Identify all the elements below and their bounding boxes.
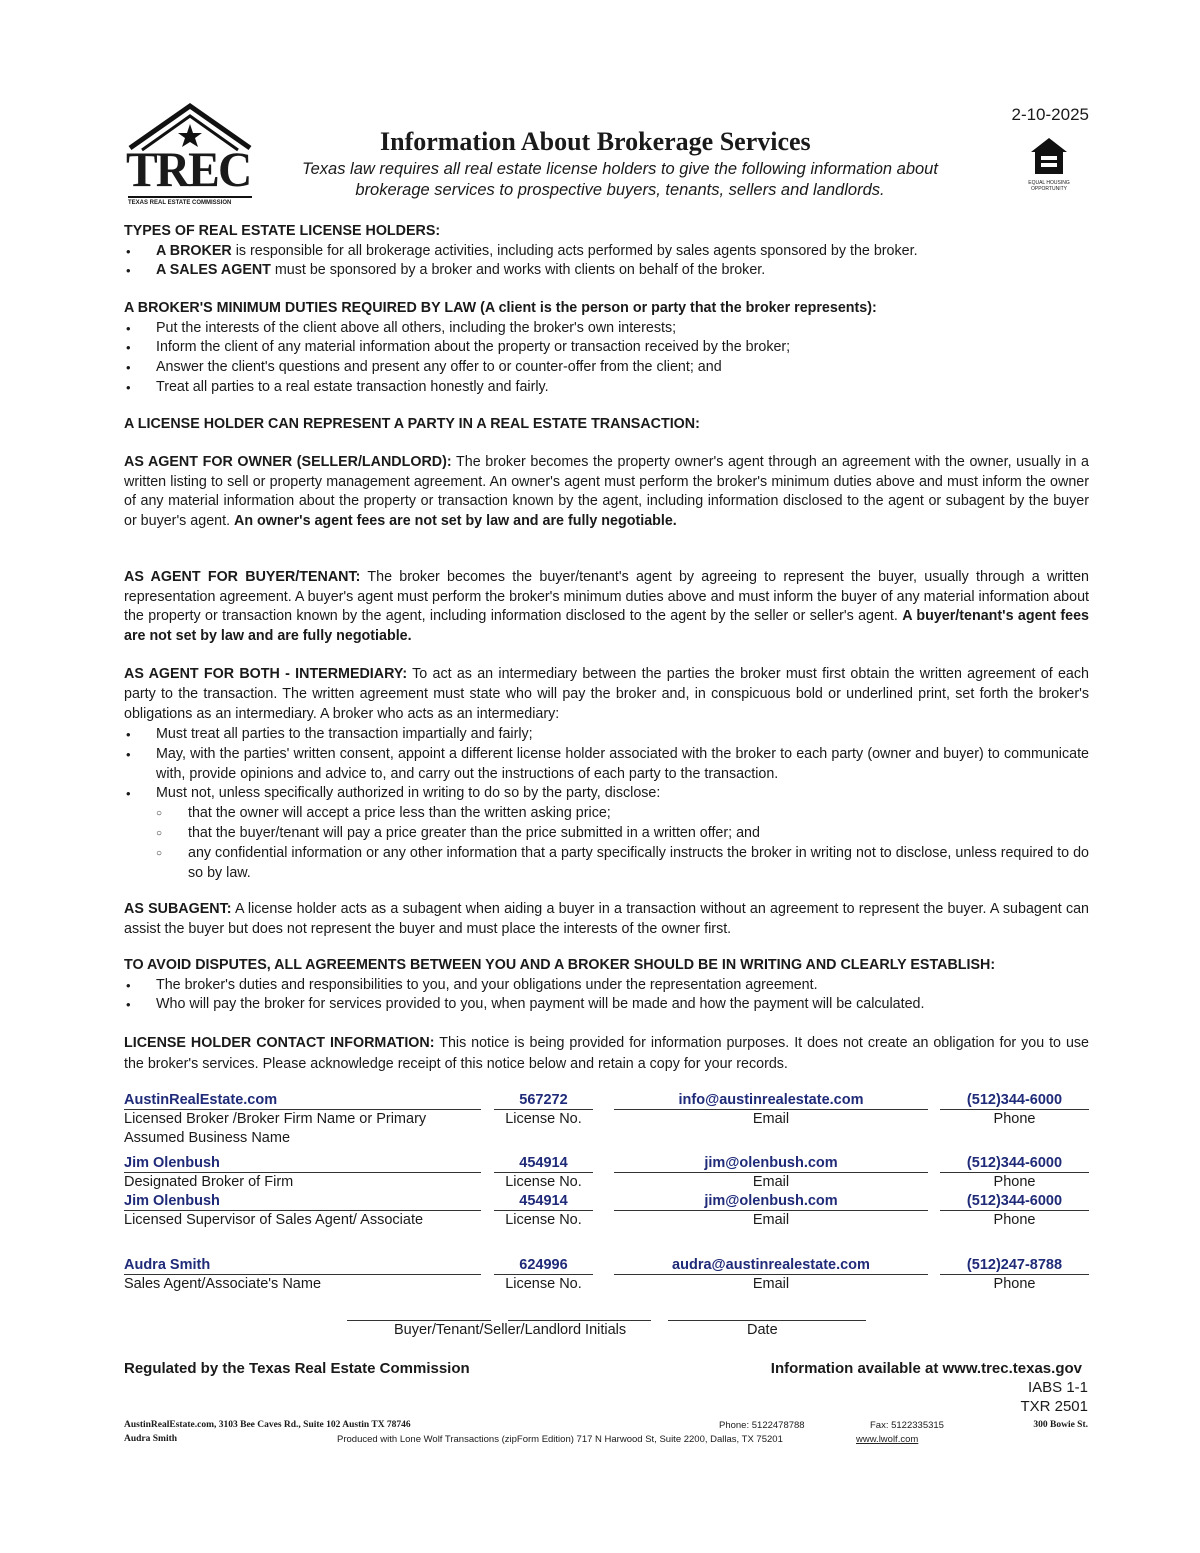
contact-license-label: License No.: [505, 1276, 582, 1292]
owner-lead: AS AGENT FOR OWNER (SELLER/LANDLORD):: [124, 454, 452, 470]
contact-name[interactable]: Jim Olenbush: [124, 1192, 481, 1211]
owner-tail: An owner's agent fees are not set by law and are fully negotiable.: [234, 513, 677, 530]
contact-license[interactable]: 454914: [494, 1192, 593, 1211]
contact-name-label: Licensed Broker /Broker Firm Name or Primary Assumed Business Name: [124, 1111, 427, 1146]
contact-email-label: Email: [752, 1276, 790, 1292]
duties-section: [124, 299, 1089, 398]
contact-name[interactable]: Audra Smith: [124, 1256, 481, 1275]
contact-email-label: Email: [752, 1212, 790, 1228]
sub-item: ○ that the buyer/tenant will pay a price greater than the price submitted in a written offer; and: [124, 824, 1089, 844]
logo-text: TREC: [126, 141, 251, 197]
contact-phone-label: Phone: [993, 1111, 1036, 1127]
street: 300 Bowie St.: [1033, 1420, 1088, 1430]
contact-lead: LICENSE HOLDER CONTACT INFORMATION:: [124, 1035, 435, 1051]
represent-heading: A LICENSE HOLDER CAN REPRESENT A PARTY IN A REAL ESTATE TRANSACTION:: [124, 416, 700, 432]
item-bold: A SALES AGENT: [156, 262, 271, 279]
contact-license-label: License No.: [505, 1212, 582, 1228]
contact-email[interactable]: jim@olenbush.com: [614, 1192, 928, 1211]
contact-name-label: Licensed Supervisor of Sales Agent/ Associate: [124, 1212, 424, 1228]
disputes-section: [124, 956, 1089, 1015]
agent-name: Audra Smith: [124, 1434, 178, 1444]
contact-email-cell: [614, 1256, 928, 1294]
initials-label: Buyer/Tenant/Seller/Landlord Initials: [394, 1322, 627, 1338]
contact-paragraph: [124, 1033, 1089, 1074]
subagent-paragraph: [124, 900, 1089, 939]
contact-phone-label: Phone: [993, 1174, 1036, 1190]
list-item: [124, 242, 1089, 262]
subagent-body: A license holder acts as a subagent when aiding a buyer in a transaction without an agreement to represent the buyer. A subagent can assist the buyer but does not represent the buyer and must place the interests of the owner first.: [124, 901, 1089, 937]
item-text: must be sponsored by a broker and works with clients on behalf of the broker.: [270, 262, 766, 279]
contact-phone-cell: [940, 1192, 1089, 1230]
list-item: [124, 261, 1089, 281]
contact-phone[interactable]: (512)344-6000: [940, 1154, 1089, 1173]
list-item: • Answer the client's questions and present any offer to or counter-offer from the client; and: [124, 358, 1089, 378]
owner-body: The broker becomes the property owner's agent through an agreement with the owner, usually in a written listing to sell or property management agreement. An owner's agent must perform the broker's minimum duties above and must inform the owner of any material information about the property or transaction known by the agent, including information disclosed to the agent or subagent by the buyer or buyer's agent.: [124, 454, 1089, 530]
date-line[interactable]: [668, 1320, 866, 1321]
produced-text: Produced with Lone Wolf Transactions (zipForm Edition) 717 N Harwood St, Suite 2200, Dallas, TX 75201: [337, 1434, 783, 1445]
list-item: • Who will pay the broker for services provided to you, when payment will be made and how the payment will be calculated.: [124, 995, 1089, 1015]
subtitle-line-2: brokerage services to prospective buyers, tenants, sellers and landlords.: [355, 181, 885, 199]
contact-license[interactable]: 624996: [494, 1256, 593, 1275]
subtitle-line-1: Texas law requires all real estate license holders to give the following information about: [302, 160, 938, 178]
list-item: • The broker's duties and responsibilities to you, and your obligations under the representation agreement.: [124, 976, 1089, 996]
types-heading: TYPES OF REAL ESTATE LICENSE HOLDERS:: [124, 223, 441, 239]
contact-name-cell: [124, 1256, 481, 1294]
contact-phone[interactable]: (512)247-8788: [940, 1256, 1089, 1275]
duties-heading: A BROKER'S MINIMUM DUTIES REQUIRED BY LAW (A client is the person or party that the broker represents):: [124, 300, 877, 316]
contact-phone-label: Phone: [993, 1276, 1036, 1292]
office-phone: Phone: 5122478788: [719, 1420, 805, 1431]
buyer-paragraph: [124, 568, 1089, 647]
contact-phone[interactable]: (512)344-6000: [940, 1091, 1089, 1110]
contact-license-label: License No.: [505, 1111, 582, 1127]
contact-email-label: Email: [752, 1174, 790, 1190]
form-id-2: TXR 2501: [1020, 1398, 1088, 1415]
regulated-text: Regulated by the Texas Real Estate Commission: [124, 1360, 470, 1377]
contact-license-cell: [494, 1154, 593, 1192]
sub-item: ○ any confidential information or any other information that a party specifically instructs the broker in writing not to disclose, unless required to do so by law.: [124, 844, 1089, 884]
logo-subtext: TEXAS REAL ESTATE COMMISSION: [128, 200, 232, 206]
contact-phone-cell: [940, 1091, 1089, 1129]
intermediary-section: [124, 665, 1089, 884]
office-address: AustinRealEstate.com, 3103 Bee Caves Rd., Suite 102 Austin TX 78746: [124, 1420, 411, 1430]
eho-text: EQUAL HOUSING OPPORTUNITY: [1028, 180, 1070, 192]
contact-license[interactable]: 567272: [494, 1091, 593, 1110]
list-item: • Must treat all parties to the transaction impartially and fairly;: [124, 725, 1089, 745]
lwolf-link[interactable]: www.lwolf.com: [856, 1434, 919, 1445]
buyer-tail: A buyer/tenant's agent fees are not set by law and are fully negotiable.: [124, 608, 1089, 645]
contact-phone-label: Phone: [993, 1212, 1036, 1228]
contact-name[interactable]: Jim Olenbush: [124, 1154, 481, 1173]
list-item: • May, with the parties' written consent, appoint a different license holder associated with the broker to each party (owner and buyer) to communicate with, provide opinions and advice to, and carry out the instructions of each party to the transaction.: [124, 745, 1089, 785]
initials-line-1[interactable]: [347, 1320, 491, 1321]
contact-email-label: Email: [752, 1111, 790, 1127]
list-item: • Inform the client of any material information about the property or transaction received by the broker;: [124, 338, 1089, 358]
item-bold: A BROKER: [156, 242, 232, 259]
item-text: is responsible for all brokerage activities, including acts performed by sales agents sponsored by the broker.: [231, 242, 918, 259]
contact-email-cell: [614, 1091, 928, 1129]
contact-license-cell: [494, 1192, 593, 1230]
intermediary-paragraph: [124, 665, 1089, 725]
buyer-body: The broker becomes the buyer/tenant's agent by agreeing to represent the buyer, usually through a written representation agreement. A buyer's agent must perform the broker's minimum duties above and must inform the buyer of any material information about the property or transaction known by the agent, including information disclosed to the agent by the seller or seller's agent.: [124, 569, 1090, 625]
contact-name-cell: [124, 1091, 481, 1148]
page-title: Information About Brokerage Services: [380, 127, 811, 156]
contact-license-cell: [494, 1091, 593, 1129]
list-item: • Put the interests of the client above all others, including the broker's own interests;: [124, 319, 1089, 339]
contact-email[interactable]: info@austinrealestate.com: [614, 1091, 928, 1110]
intermediary-body: To act as an intermediary between the parties the broker must first obtain the written agreement of each party to the transaction. The written agreement must state who will pay the broker and, in conspicuous bold or underlined print, set forth the broker's obligations as an intermediary. A broker who acts as an intermediary:: [124, 666, 1089, 722]
info-text: Information available at www.trec.texas.gov: [770, 1360, 1082, 1377]
date-label: Date: [747, 1322, 778, 1338]
intermediary-lead: AS AGENT FOR BOTH - INTERMEDIARY:: [124, 666, 408, 682]
contact-name-cell: [124, 1154, 481, 1192]
contact-license-label: License No.: [505, 1174, 582, 1190]
contact-license[interactable]: 454914: [494, 1154, 593, 1173]
disputes-heading: TO AVOID DISPUTES, ALL AGREEMENTS BETWEEN YOU AND A BROKER SHOULD BE IN WRITING AND CLEARLY ESTABLISH:: [124, 957, 996, 973]
contact-email[interactable]: audra@austinrealestate.com: [614, 1256, 928, 1275]
types-section: [124, 222, 1089, 281]
equal-housing-icon: [1018, 136, 1080, 192]
contact-email-cell: [614, 1192, 928, 1230]
form-id-1: IABS 1-1: [1027, 1379, 1088, 1396]
trec-logo: [126, 102, 256, 210]
contact-license-cell: [494, 1256, 593, 1294]
contact-email[interactable]: jim@olenbush.com: [614, 1154, 928, 1173]
contact-body: This notice is being provided for information purposes. It does not create an obligation for you to use the broker's services. Please acknowledge receipt of this notice below and retain a copy for your records.: [124, 1035, 1089, 1072]
contact-name[interactable]: AustinRealEstate.com: [124, 1091, 481, 1110]
contact-name-cell: [124, 1192, 481, 1230]
initials-line-2[interactable]: [508, 1320, 651, 1321]
contact-phone-cell: [940, 1256, 1089, 1294]
contact-name-label: Sales Agent/Associate's Name: [124, 1276, 322, 1292]
contact-name-label: Designated Broker of Firm: [124, 1174, 294, 1190]
subtitle: [270, 159, 970, 201]
contact-phone-cell: [940, 1154, 1089, 1192]
buyer-lead: AS AGENT FOR BUYER/TENANT:: [124, 569, 361, 585]
contact-phone[interactable]: (512)344-6000: [940, 1192, 1089, 1211]
office-fax: Fax: 5122335315: [870, 1420, 944, 1431]
owner-paragraph: [124, 453, 1089, 532]
list-item: • Must not, unless specifically authorized in writing to do so by the party, disclose:: [124, 784, 1089, 804]
sub-item: ○ that the owner will accept a price less than the written asking price;: [124, 804, 1089, 824]
form-date: 2-10-2025: [1011, 105, 1089, 124]
contact-email-cell: [614, 1154, 928, 1192]
subagent-lead: AS SUBAGENT:: [124, 901, 232, 917]
list-item: • Treat all parties to a real estate transaction honestly and fairly.: [124, 378, 1089, 398]
